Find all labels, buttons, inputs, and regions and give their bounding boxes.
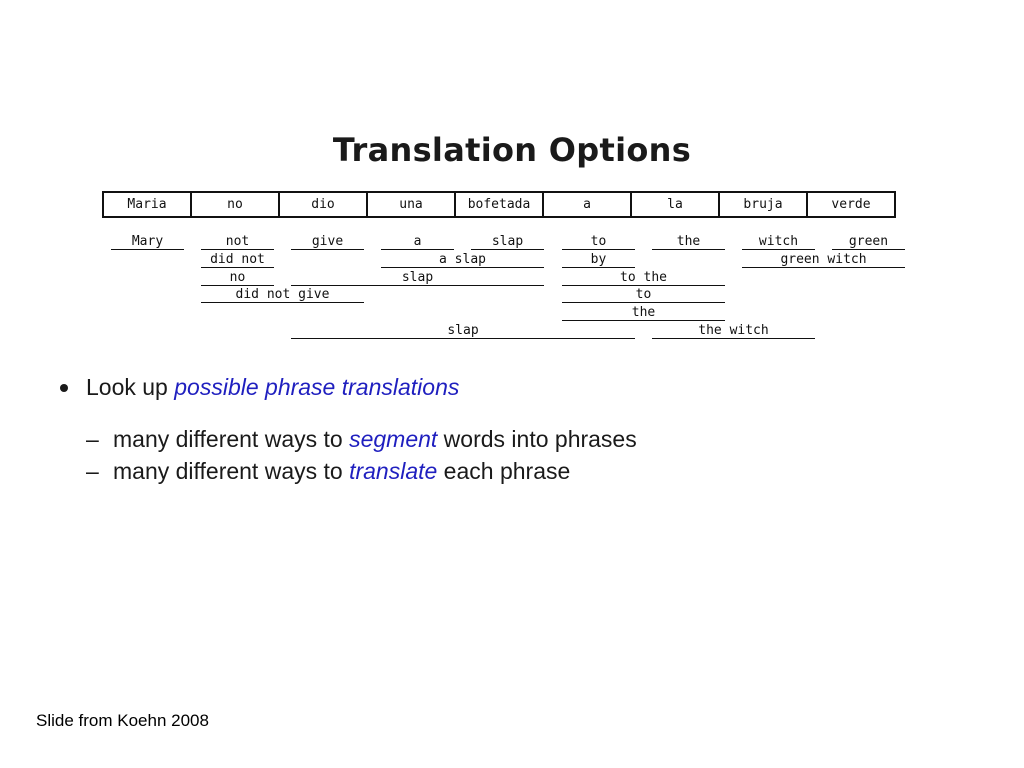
translation-option: did not [201, 252, 274, 268]
source-word: bofetada [455, 192, 543, 217]
translation-option: a [381, 234, 454, 250]
sub-bullet-emphasis: segment [349, 426, 438, 452]
translation-option: not [201, 234, 274, 250]
source-sentence-row [103, 192, 895, 217]
source-sentence-table [102, 191, 896, 218]
translation-option: green [832, 234, 905, 250]
translation-option: slap [291, 323, 635, 339]
translation-option: Mary [111, 234, 184, 250]
translation-option: witch [742, 234, 815, 250]
sub-bullet [86, 426, 637, 453]
translation-option: to [562, 287, 725, 303]
source-word: bruja [719, 192, 807, 217]
translation-option: give [291, 234, 364, 250]
sub-bullet-text: many different ways to [113, 426, 350, 452]
footer-credit: Slide from Koehn 2008 [36, 711, 209, 730]
bullet-dot-icon [60, 384, 68, 392]
translation-option: no [201, 270, 274, 286]
translation-option: the [652, 234, 725, 250]
source-word: a [543, 192, 631, 217]
translation-option: to the [562, 270, 725, 286]
slide-title: Translation Options [332, 131, 692, 169]
translation-option: slap [291, 270, 544, 286]
translation-option: a slap [381, 252, 544, 268]
sub-bullet-text: each phrase [437, 458, 571, 484]
source-word: Maria [103, 192, 191, 217]
source-word: dio [279, 192, 367, 217]
dash-icon: – [86, 458, 99, 484]
sub-bullet-text: many different ways to [113, 458, 350, 484]
source-word: no [191, 192, 279, 217]
translation-option: slap [471, 234, 544, 250]
translation-option: the [562, 305, 725, 321]
bullet-text: Look up [86, 374, 175, 400]
translation-option: to [562, 234, 635, 250]
sub-bullet-emphasis: translate [349, 458, 438, 484]
dash-icon: – [86, 426, 99, 452]
source-word: la [631, 192, 719, 217]
translation-option: the witch [652, 323, 815, 339]
source-word: una [367, 192, 455, 217]
main-bullet [86, 374, 459, 401]
translation-option: did not give [201, 287, 364, 303]
sub-bullet-text: words into phrases [437, 426, 637, 452]
source-word: verde [807, 192, 895, 217]
translation-option: green witch [742, 252, 905, 268]
bullet-emphasis: possible phrase translations [174, 374, 460, 400]
sub-bullet [86, 458, 570, 485]
translation-option: by [562, 252, 635, 268]
